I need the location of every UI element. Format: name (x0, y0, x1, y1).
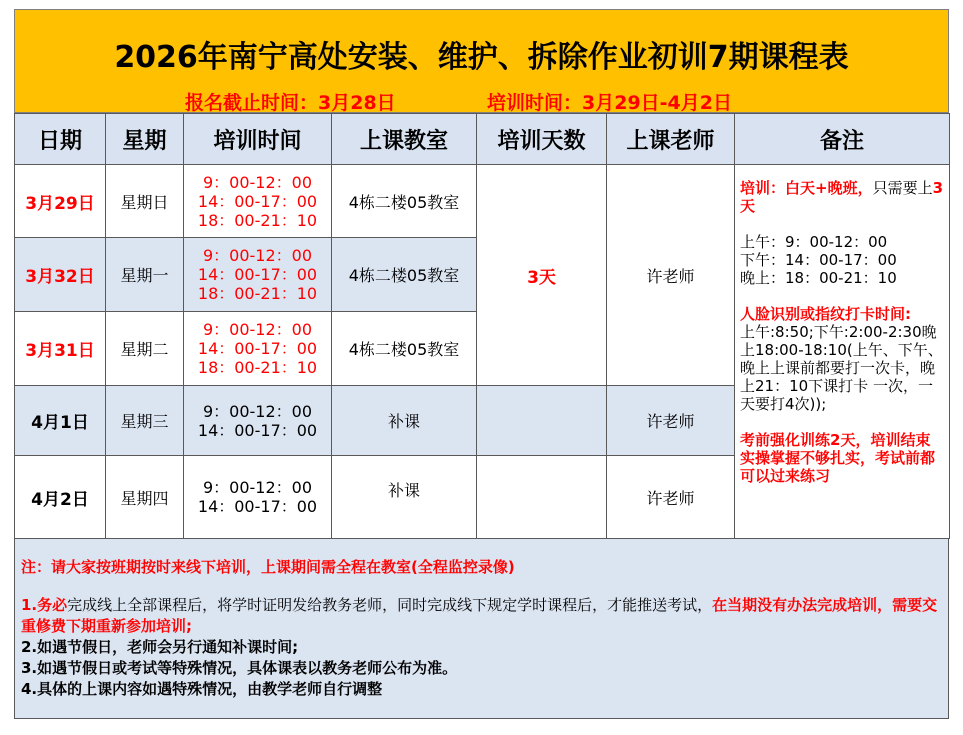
row-days-empty (477, 456, 607, 539)
schedule-sheet (14, 9, 949, 719)
deadline-text: 报名截止时间：3月28日 (185, 92, 396, 114)
row-weekday: 星期日 (106, 165, 184, 238)
col-header-weekday: 星期 (106, 114, 184, 165)
remark-class-type: 培训：白天+晚班， (740, 179, 873, 197)
remarks-cell (735, 165, 950, 539)
row-weekday: 星期一 (106, 238, 184, 312)
row-teacher: 许老师 (607, 386, 735, 456)
row-date: 3月29日 (15, 165, 106, 238)
training-period-text: 培训时间：3月29日-4月2日 (487, 92, 732, 114)
training-days-cell: 3天 (477, 165, 607, 386)
row-room: 4栋二楼05教室 (332, 312, 477, 386)
remark-checkin-body: 上午:8:50;下午:2:00-2:30晚上18:00-18:10(上午、下午、晚上上课前都要打一次卡，晚上21：10下课打卡 一次，一天要打4次)); (740, 323, 943, 413)
col-header-time: 培训时间 (184, 114, 332, 165)
note-3: 3.如遇节假日或考试等特殊情况，具体课表以教务老师公布为准。 (21, 659, 458, 677)
col-header-remarks: 备注 (735, 114, 950, 165)
row-room: 4栋二楼05教室 (332, 165, 477, 238)
remark-pm: 下午：14：00-17：00 (740, 251, 897, 269)
row-date: 4月1日 (15, 386, 106, 456)
row-date: 4月2日 (15, 456, 106, 539)
schedule-table (14, 113, 950, 539)
col-header-days: 培训天数 (477, 114, 607, 165)
row-room: 补课 (332, 456, 477, 539)
remark-days: 3天 (740, 179, 944, 215)
col-header-teacher: 上课老师 (607, 114, 735, 165)
remark-eve: 晚上：18：00-21：10 (740, 269, 897, 287)
row-times: 9：00-12：00 14：00-17：00 18：00-21：10 (184, 312, 332, 386)
remark-only-need: 只需要上 (872, 179, 933, 197)
notes-section (14, 539, 949, 719)
row-times: 9：00-12：00 14：00-17：00 18：00-21：10 (184, 165, 332, 238)
remark-practice: 考前强化训练2天，培训结束实操掌握不够扎实，考试前都可以过来练习 (740, 431, 936, 485)
col-header-room: 上课教室 (332, 114, 477, 165)
row-weekday: 星期三 (106, 386, 184, 456)
row-room: 4栋二楼05教室 (332, 238, 477, 312)
row-date: 3月31日 (15, 312, 106, 386)
note-1: 1.务必完成线上全部课程后，将学时证明发给教务老师，同时完成线下规定学时课程后，才能推送考试，在当期没有办法完成培训，需要交重修费下期重新参加培训; (21, 596, 938, 635)
page-title: 2026年南宁高处安装、维护、拆除作业初训7期课程表 (114, 40, 849, 75)
note-4: 4.具体的上课内容如遇特殊情况，由教学老师自行调整 (21, 680, 383, 698)
row-date: 3月32日 (15, 238, 106, 312)
header-banner (14, 9, 949, 113)
row-weekday: 星期二 (106, 312, 184, 386)
row-teacher: 许老师 (607, 456, 735, 539)
row-times: 9：00-12：00 14：00-17：00 18：00-21：10 (184, 238, 332, 312)
row-days-empty (477, 386, 607, 456)
note-intro: 注：请大家按班期按时来线下培训，上课期间需全程在教室(全程监控录像) (21, 558, 515, 576)
col-header-date: 日期 (15, 114, 106, 165)
row-weekday: 星期四 (106, 456, 184, 539)
row-times: 9：00-12：00 14：00-17：00 (184, 456, 332, 539)
table-row (15, 165, 950, 238)
note-2: 2.如遇节假日，老师会另行通知补课时间; (21, 638, 299, 656)
remark-checkin-title: 人脸识别或指纹打卡时间: (740, 305, 911, 323)
row-times: 9：00-12：00 14：00-17：00 (184, 386, 332, 456)
row-room: 补课 (332, 386, 477, 456)
teacher-cell: 许老师 (607, 165, 735, 386)
table-header-row (15, 114, 950, 165)
remark-am: 上午：9：00-12：00 (740, 233, 888, 251)
